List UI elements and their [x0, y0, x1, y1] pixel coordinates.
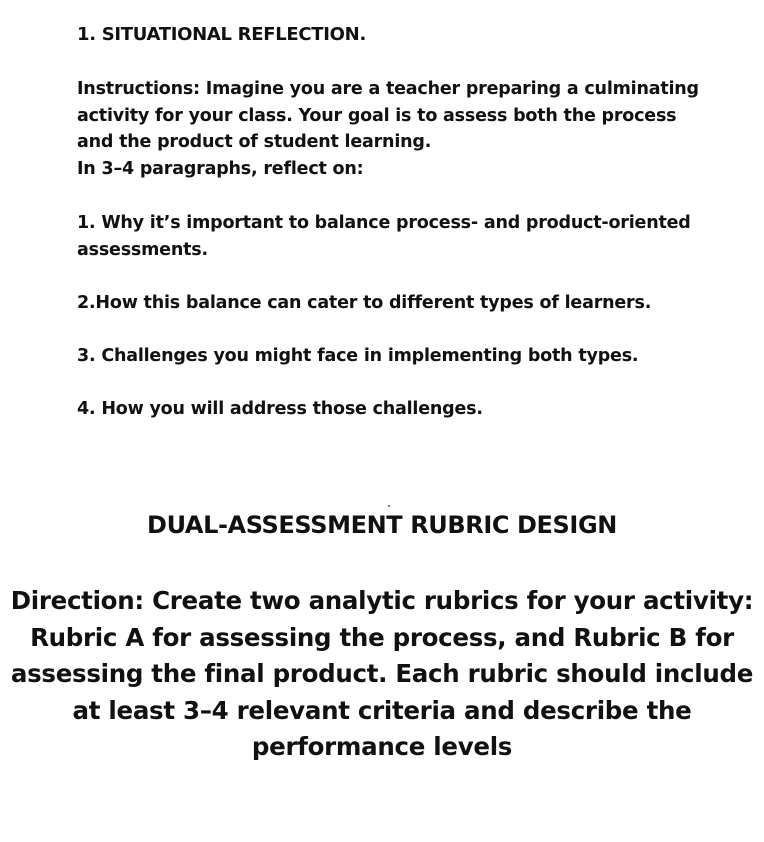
- stray-dot: [388, 505, 390, 507]
- reflection-question-2: [77, 290, 757, 317]
- instructions-line: In 3–4 paragraphs, reflect on:: [77, 158, 364, 179]
- direction-line: performance levels: [251, 732, 513, 761]
- question-text: 2.How this balance can cater to different types of learners.: [77, 293, 652, 313]
- direction-line: at least 3–4 relevant criteria and describe the: [72, 695, 692, 725]
- direction-paragraph: [0, 583, 764, 766]
- reflection-question-3: [77, 343, 757, 370]
- direction-line: Rubric A for assessing the process, and Rubric B for: [30, 622, 734, 652]
- direction-line: assessing the final product. Each rubric should include: [10, 659, 754, 688]
- reflection-question-1: [77, 210, 757, 263]
- reflection-question-4: [77, 396, 757, 423]
- direction-line: Direction: Create two analytic rubrics for your activity:: [10, 586, 754, 615]
- instructions-line: Instructions: Imagine you are a teacher preparing a culminating: [77, 79, 699, 99]
- question-text: 3. Challenges you might face in implementing both types.: [77, 346, 639, 366]
- instructions-line: and the product of student learning.: [77, 132, 432, 152]
- question-text: 1. Why it’s important to balance process- and product-oriented: [77, 213, 691, 233]
- instructions-line: activity for your class. Your goal is to assess both the process: [77, 105, 677, 126]
- question-text: assessments.: [77, 239, 208, 260]
- situational-reflection-heading: 1. SITUATIONAL REFLECTION.: [77, 24, 366, 45]
- instructions-paragraph: [77, 76, 757, 182]
- question-text: 4. How you will address those challenges.: [77, 399, 483, 419]
- rubric-design-heading: DUAL-ASSESSMENT RUBRIC DESIGN: [147, 511, 617, 539]
